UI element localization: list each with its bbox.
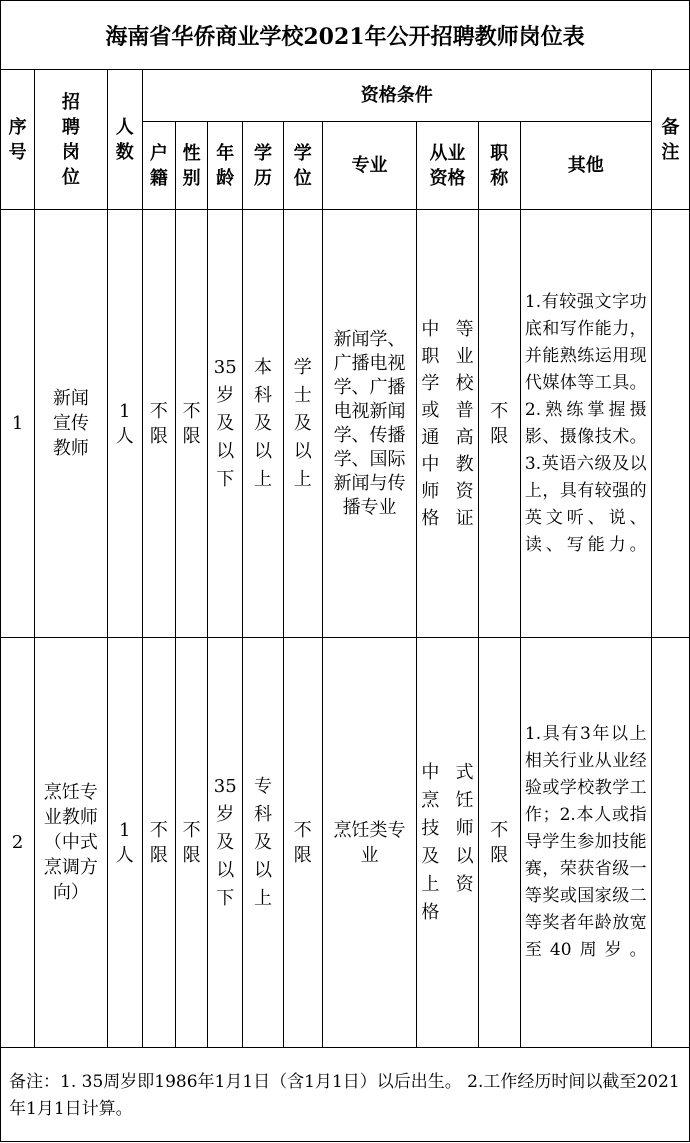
cell-title: 不限 [478, 638, 520, 1048]
cell-seq: 1 [1, 210, 35, 638]
cell-education: 专科及以上 [243, 638, 283, 1048]
header-title: 职称 [478, 122, 520, 210]
cell-household: 不限 [142, 638, 175, 1048]
footnote: 备注：1. 35周岁即1986年1月1日（含1月1日）以后出生。 2.工作经历时间以截至2021年1月1日计算。 [0, 1047, 690, 1142]
table-row [1, 638, 690, 1048]
cell-gender: 不限 [175, 210, 207, 638]
table-row [1, 210, 690, 638]
page-title: 海南省华侨商业学校2021年公开招聘教师岗位表 [0, 0, 690, 70]
cell-cert: 中等职业学校或普通高中教师资格证 [417, 210, 478, 638]
cell-position: 新闻宣传教师 [35, 210, 107, 638]
header-remark: 备注 [651, 70, 689, 210]
cell-major: 新闻学、广播电视学、广播电视新闻学、传播学、国际新闻与传播专业 [322, 210, 417, 638]
cell-education: 本科及以上 [243, 210, 283, 638]
cell-position: 烹饪专业教师（中式烹调方向） [35, 638, 107, 1048]
cell-cert: 中式烹饪技师及以上资格 [417, 638, 478, 1048]
header-degree: 学位 [283, 122, 322, 210]
cell-count: 1人 [107, 638, 142, 1048]
cell-degree: 学士及以上 [283, 210, 322, 638]
cell-remark [651, 638, 689, 1048]
header-education: 学历 [243, 122, 283, 210]
cell-other: 1.具有3年以上相关行业从业经验或学校教学工作；2.本人或指导学生参加技能赛，荣获省级一等奖或国家级二等奖者年龄放宽至40周岁。 [520, 638, 651, 1048]
header-qualifications: 资格条件 [142, 70, 651, 122]
recruitment-table [0, 69, 690, 1048]
header-position: 招聘岗位 [35, 70, 107, 210]
cell-household: 不限 [142, 210, 175, 638]
cell-remark [651, 210, 689, 638]
cell-seq: 2 [1, 638, 35, 1048]
cell-gender: 不限 [175, 638, 207, 1048]
header-cert: 从业资格 [417, 122, 478, 210]
header-other: 其他 [520, 122, 651, 210]
cell-major: 烹饪类专业 [322, 638, 417, 1048]
cell-other: 1.有较强文字功底和写作能力，并能熟练运用现代媒体等工具。2.熟练掌握摄影、摄像技术。3.英语六级及以上，具有较强的英文听、说、读、写能力。 [520, 210, 651, 638]
header-major: 专业 [322, 122, 417, 210]
header-household: 户籍 [142, 122, 175, 210]
header-count: 人数 [107, 70, 142, 210]
cell-age: 35岁及以下 [208, 210, 243, 638]
cell-degree: 不限 [283, 638, 322, 1048]
header-age: 年龄 [208, 122, 243, 210]
header-seq: 序号 [1, 70, 35, 210]
cell-count: 1人 [107, 210, 142, 638]
header-gender: 性别 [175, 122, 207, 210]
cell-title: 不限 [478, 210, 520, 638]
cell-age: 35岁及以下 [208, 638, 243, 1048]
